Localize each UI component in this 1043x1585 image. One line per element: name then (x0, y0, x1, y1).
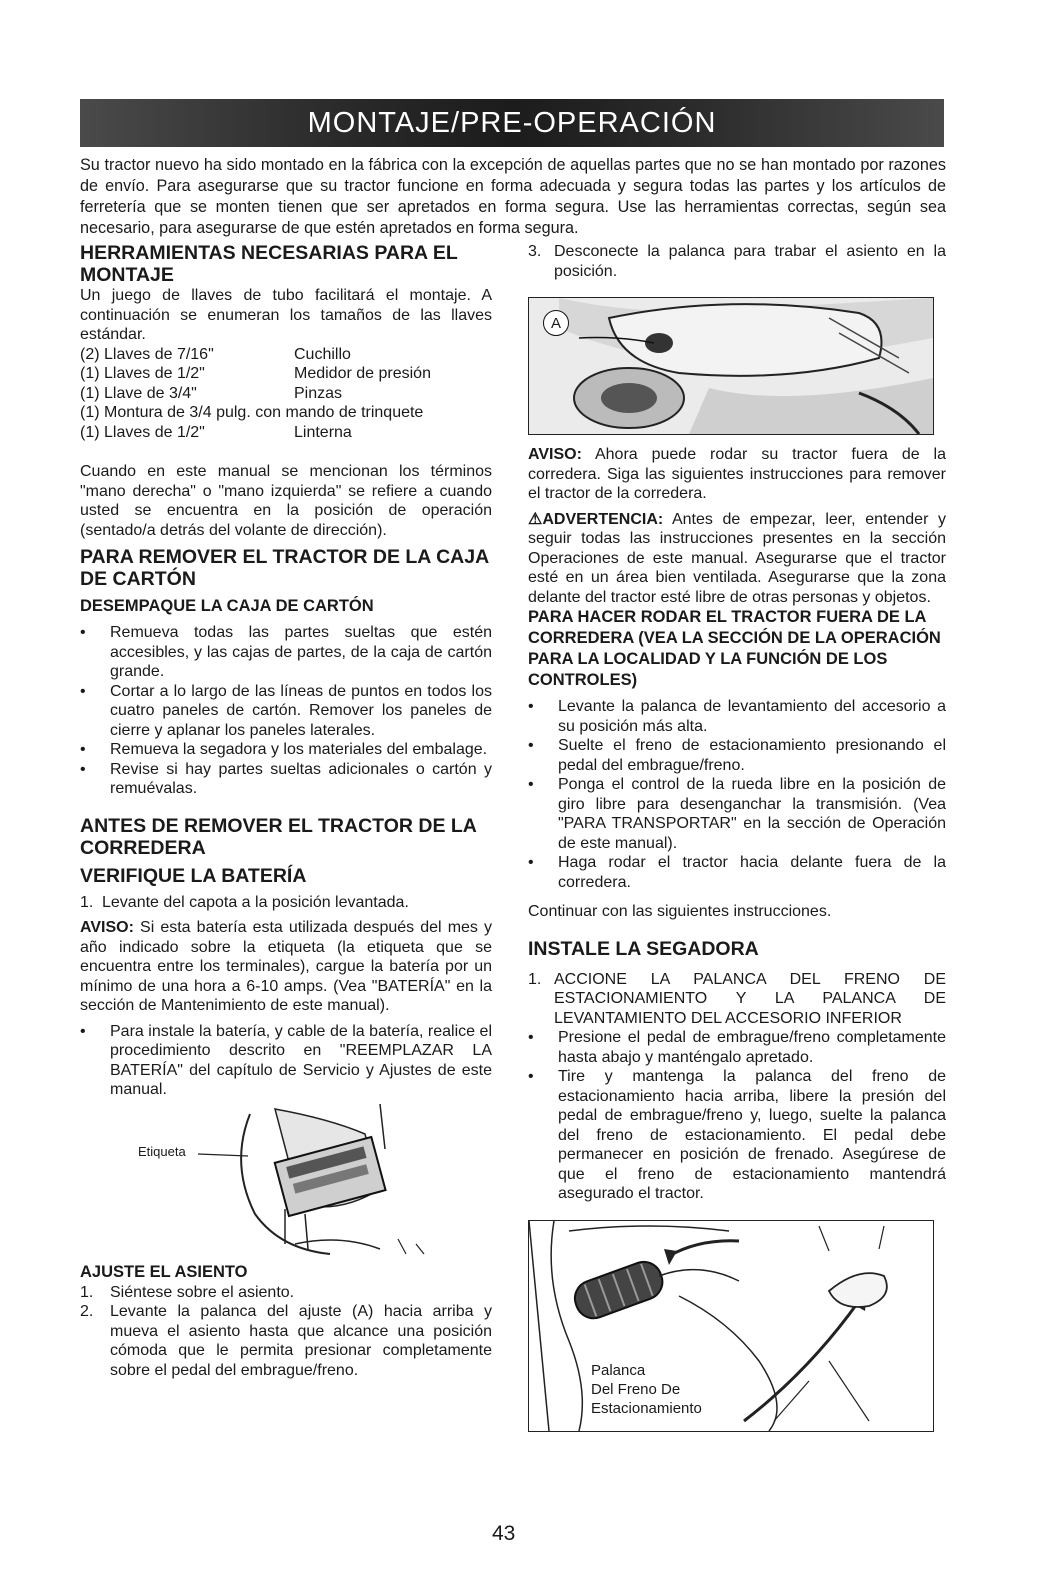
mower-steps (528, 970, 946, 1029)
seat-heading: AJUSTE EL ASIENTO (80, 1262, 248, 1281)
tool-item: Cuchillo (294, 345, 351, 363)
left-column (80, 242, 492, 1380)
remove-heading: PARA REMOVER EL TRACTOR DE LA CAJA DE CARTÓN (80, 546, 489, 590)
tool-item: Pinzas (294, 384, 343, 402)
intro-paragraph: Su tractor nuevo ha sido montado en la fábrica con la excepción de aquellas partes que no se han montado por razones de envío. Para asegurarse que su tractor funcione en forma adecuada y segura todas las partes y los artículos de ferretería que se monten tienen que ser apretados en forma segura. Use las herramientas correctas, según sea necesario, para asegurarse de que estén apretados en forma segura. (80, 156, 946, 237)
seat-illustration (529, 298, 933, 434)
list-item: 3. Desconecte la palanca para trabar el asiento en la posición. (528, 243, 946, 280)
list-item: • Remueva todas las partes sueltas que estén accesibles, y las cajas de partes, de la caja de cartón grande. (80, 624, 492, 680)
list-item: • Remueva la segadora y los materiales del embalage. (80, 741, 488, 758)
battery-figure (80, 1104, 492, 1256)
battery-notice: AVISO: Si esta batería esta utilizada después del mes y año indicado sobre la etiqueta (la etiqueta que se encuentra entre los terminales), cargue la batería por un mínimo de una hora a 6-10 amps. (Vea "BATERÍA" en la sección de Mantenimiento de este manual). (80, 919, 493, 1014)
drive-list (528, 697, 946, 892)
list-item: • Ponga el control de la rueda libre en la posición de giro libre para desenganchar la transmisión. (Vea "PARA TRANSPORTAR" en la sección de Operación de este manual). (528, 776, 946, 852)
parking-brake-illustration (529, 1221, 933, 1431)
page-number: 43 (492, 1522, 516, 1545)
mower-list (528, 1028, 946, 1204)
list-item: 1. Siéntese sobre el asiento. (80, 1283, 295, 1301)
unpack-subheading: DESEMPAQUE LA CAJA DE CARTÓN (80, 597, 374, 615)
warning-icon: ⚠ (528, 510, 543, 528)
mower-heading: INSTALE LA SEGADORA (528, 937, 759, 960)
tool-item: (2) Llaves de 7/16" (80, 345, 214, 363)
seat-steps (80, 1283, 492, 1381)
seat-step-3 (528, 242, 946, 281)
list-item: • Presione el pedal de embrague/freno completamente hasta abajo y manténgalo apretado. (528, 1029, 946, 1066)
tool-item: Linterna (294, 423, 352, 441)
parking-brake-figure (528, 1220, 934, 1432)
tool-item: (1) Llave de 3/4" (80, 384, 197, 402)
battery-illustration (80, 1104, 492, 1256)
right-column (528, 242, 946, 1432)
battery-steps (80, 893, 492, 913)
before-heading: ANTES DE REMOVER EL TRACTOR DE LA CORREDERA (80, 814, 477, 859)
tools-heading: HERRAMIENTAS NECESARIAS PARA EL MONTAJE (80, 242, 458, 286)
hand-note: Cuando en este manual se mencionan los términos "mano derecha" o "mano izquierda" se refiere a cuando usted se encuentra en la posición de operación (sentado/a detrás del volante de dirección). (80, 463, 492, 539)
list-item: • Cortar a lo largo de las líneas de puntos en todos los cuatro paneles de cartón. Remover los paneles de cierre y aplanar los paneles laterales. (80, 682, 492, 739)
list-item: • Suelte el freno de estacionamiento presionando el pedal del embrague/freno. (528, 737, 946, 774)
figure-label-etiqueta: Etiqueta (138, 1143, 186, 1159)
tools-list (80, 345, 492, 443)
page-title: MONTAJE/PRE-OPERACIÓN (307, 106, 717, 139)
tool-item: (1) Llaves de 1/2" (80, 423, 205, 441)
section-banner (80, 99, 944, 147)
list-item: • Levante la palanca de levantamiento del accesorio a su posición más alta. (528, 698, 946, 735)
list-item: • Haga rodar el tractor hacia delante fuera de la corredera. (528, 854, 946, 891)
drive-notice: AVISO: Ahora puede rodar su tractor fuera de la corredera. Siga las siguientes instrucciones para remover el tractor de la corredera. (528, 446, 946, 502)
tool-item: (1) Llaves de 1/2" (80, 365, 205, 382)
tool-item: (1) Montura de 3/4 pulg. con mando de trinquete (80, 404, 424, 421)
list-item: • Para instale la batería, y cable de la batería, realice el procedimiento descrito en "REEMPLAZAR LA BATERÍA" del capítulo de Servicio y Ajustes de este manual. (80, 1022, 492, 1098)
continue-text: Continuar con las siguientes instrucciones. (528, 903, 832, 920)
unpack-list (80, 623, 492, 799)
drive-warning: ⚠ADVERTENCIA: Antes de empezar, leer, entender y seguir todas las instrucciones presentes en la sección Operaciones de este manual. Asegurarse que el tractor esté en un área bien ventilada. Asegurarse que la zona delante del tractor esté libre de otras personas y objetos. (528, 510, 947, 606)
battery-list (80, 1022, 492, 1100)
figure-label-a: A (543, 310, 569, 336)
tools-text: Un juego de llaves de tubo facilitará el montaje. A continuación se enumeran los tamaños de las llaves estándar. (80, 287, 492, 343)
list-item: 1. Levante del capota a la posición levantada. (80, 893, 409, 911)
battery-heading: VERIFIQUE LA BATERÍA (80, 864, 307, 887)
list-item: 1. ACCIONE LA PALANCA DEL FRENO DE ESTACIONAMIENTO Y LA PALANCA DE LEVANTAMIENTO DEL ACCESORIO INFERIOR (528, 970, 946, 1027)
list-item: 2. Levante la palanca del ajuste (A) hacia arriba y mueva el asiento hasta que alcance una posición cómoda que le permita presionar completamente sobre el pedal del embrague/freno. (80, 1303, 492, 1379)
seat-figure (528, 297, 934, 435)
tool-item: Medidor de presión (294, 365, 431, 382)
list-item: • Revise si hay partes sueltas adicionales o cartón y remuévalas. (80, 760, 492, 797)
list-item: • Tire y mantenga la palanca del freno de estacionamiento hacia arriba, libere la presión del pedal de embrague/freno y, luego, suelte la palanca del freno de estacionamiento. El pedal debe permanecer en posición de frenado. Asegúrese de que el freno de estacionamiento mantendrá asegurado el tractor. (528, 1068, 946, 1202)
drive-heading: PARA HACER RODAR EL TRACTOR FUERA DE LA CORREDERA (VEA LA SECCIÓN DE LA OPERACIÓN PARA LA LOCALIDAD Y LA FUNCIÓN DE LOS CONTROLES) (528, 608, 941, 689)
figure-label-parking-brake: Palanca Del Freno De Estacionamiento (591, 1361, 702, 1417)
